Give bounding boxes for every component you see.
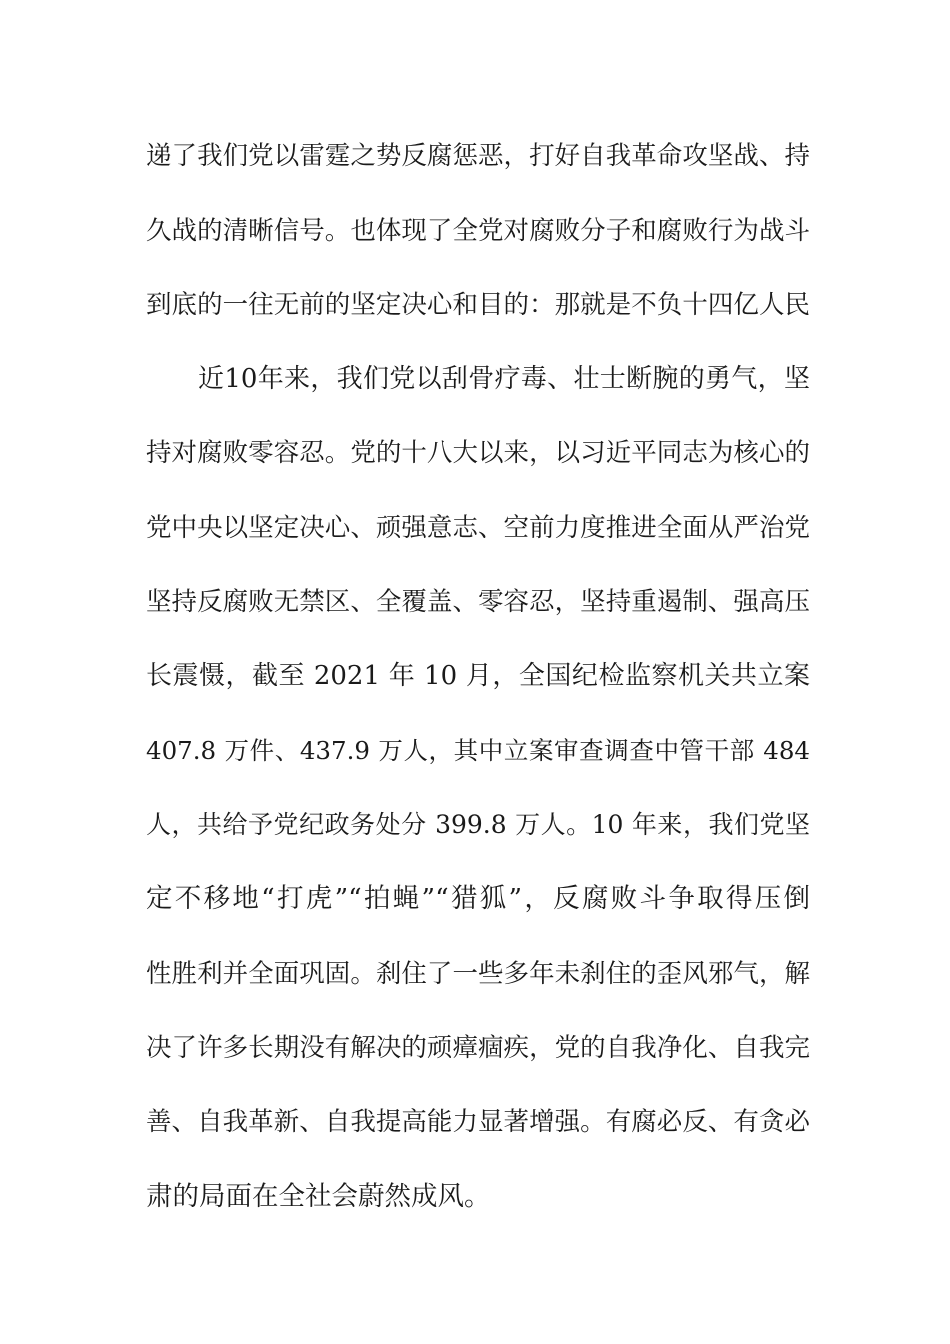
text-line: 长震慑，截至 2021 年 10 月，全国纪检监察机关共立案: [146, 661, 810, 691]
text-line: 决了许多长期没有解决的顽瘴痼疾，党的自我净化、自我完: [146, 1033, 810, 1063]
text-line: 党中央以坚定决心、顽强意志、空前力度推进全面从严治党: [146, 513, 810, 543]
text-line: 善、自我革新、自我提高能力显著增强。有腐必反、有贪必: [146, 1107, 810, 1137]
paragraph-last-line: 肃的局面在全社会蔚然成风。: [146, 1181, 491, 1212]
text-line: 定不移地“打虎”“拍蝇”“猎狐”，反腐败斗争取得压倒: [146, 883, 810, 914]
text-line: 持对腐败零容忍。党的十八大以来，以习近平同志为核心的: [146, 438, 810, 468]
text-line: 递了我们党以雷霆之势反腐惩恶，打好自我革命攻坚战、持: [146, 141, 810, 171]
paragraph-first-line: 近10年来，我们党以刮骨疗毒、壮士断腕的勇气，坚: [198, 364, 810, 394]
text-line: 坚持反腐败无禁区、全覆盖、零容忍，坚持重遏制、强高压: [146, 587, 810, 617]
text-line: 407.8 万件、437.9 万人，其中立案审查调查中管干部 484: [146, 736, 810, 765]
text-line: 性胜利并全面巩固。刹住了一些多年未刹住的歪风邪气，解: [146, 959, 810, 989]
text-line: 久战的清晰信号。也体现了全党对腐败分子和腐败行为战斗: [146, 216, 810, 246]
text-line: 人，共给予党纪政务处分 399.8 万人。10 年来，我们党坚: [146, 810, 810, 839]
text-line: 到底的一往无前的坚定决心和目的：那就是不负十四亿人民: [146, 290, 810, 320]
